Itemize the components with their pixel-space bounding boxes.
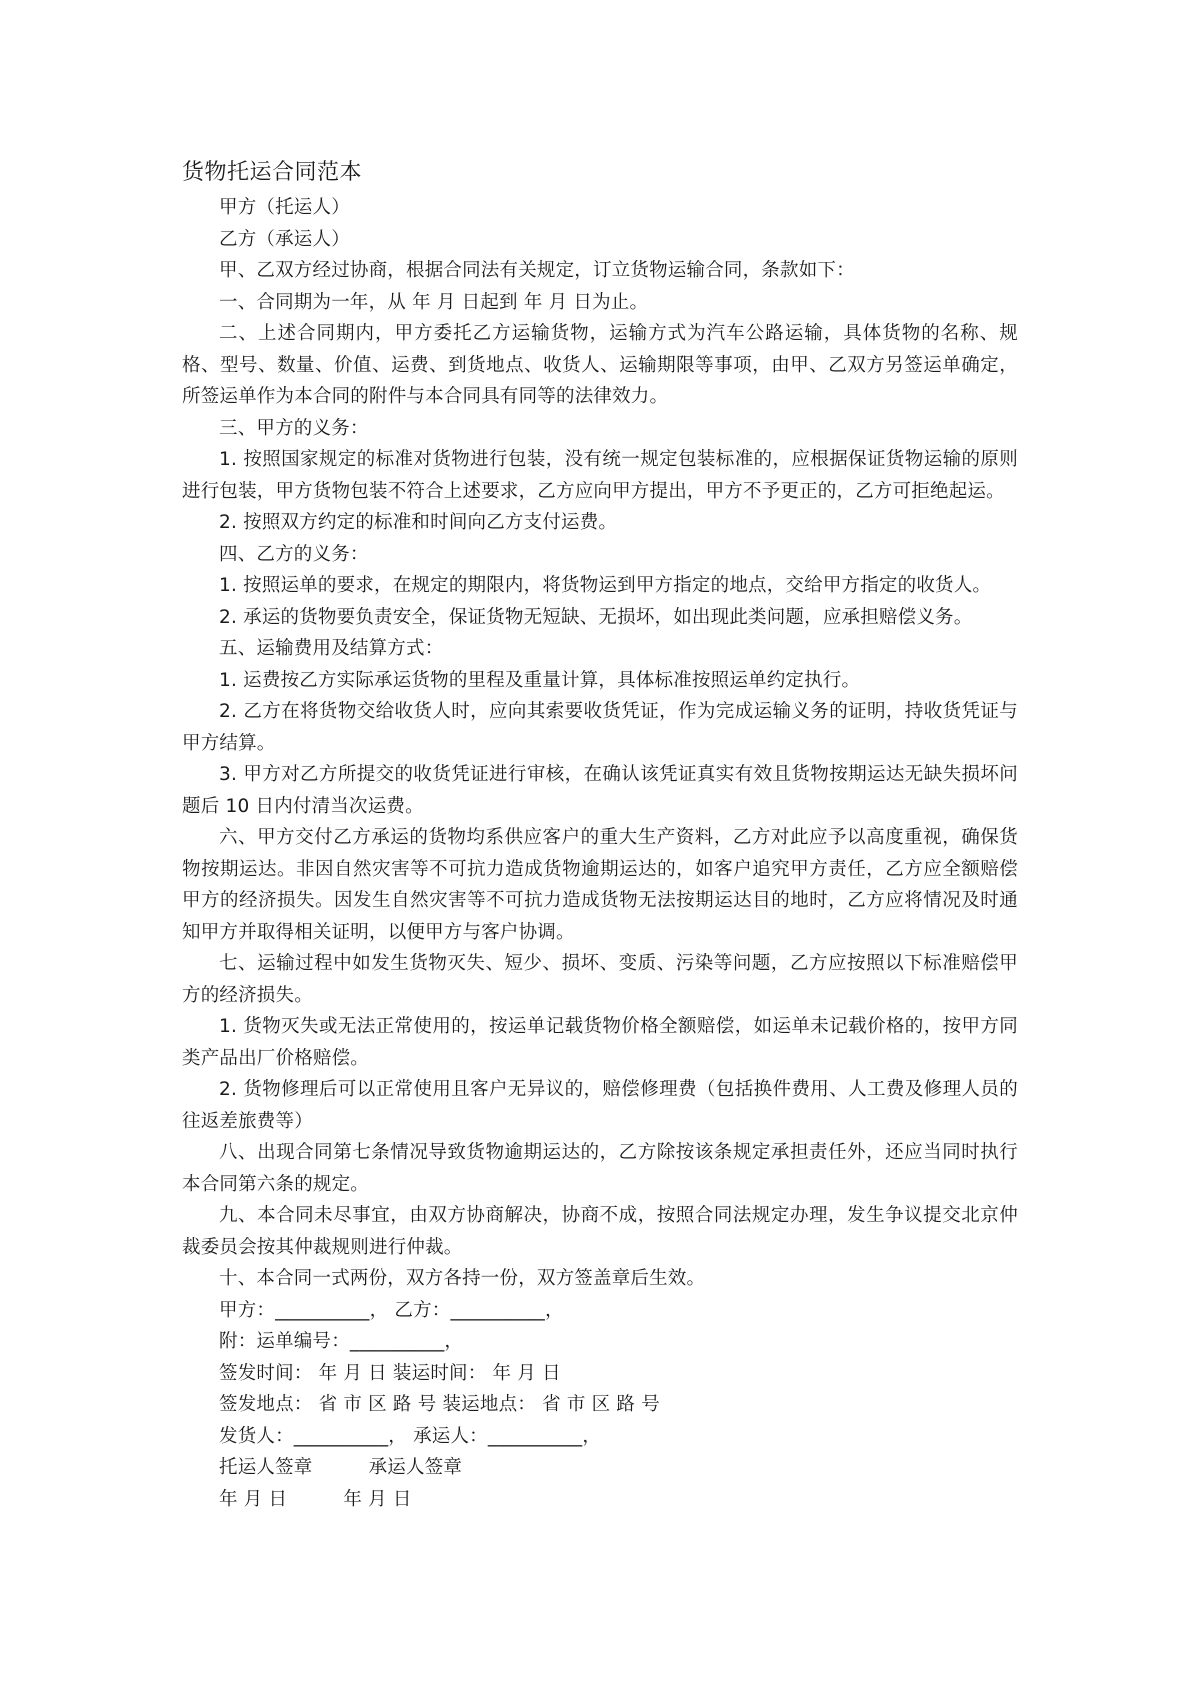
party-b-line: 乙方（承运人）	[219, 228, 350, 250]
seal-line: 托运人签章 承运人签章	[219, 1457, 463, 1478]
issue-place-line: 签发地点： 省 市 区 路 号 装运地点： 省 市 区 路 号	[219, 1394, 660, 1415]
document-page	[182, 156, 1018, 1515]
document-body	[182, 192, 1018, 1515]
clause-6-paragraph: 六、甲方交付乙方承运的货物均系供应客户的重大生产资料，乙方对此应予以高度重视，确保货物按期运达。非因自然灾害等不可抗力造成货物逾期运达的，如客户追究甲方责任，乙方应全额赔偿甲方的经济损失。因发生自然灾害等不可抗力造成货物无法按期运达目的地时，乙方应将情况及时通知甲方并取得相关证明，以便甲方与客户协调。	[182, 827, 1018, 943]
clause-5-item-2: 2. 乙方在将货物交给收货人时，应向其索要收货凭证，作为完成运输义务的证明，持收货凭证与甲方结算。	[182, 701, 1018, 754]
preamble-paragraph: 甲、乙双方经过协商，根据合同法有关规定，订立货物运输合同，条款如下：	[219, 260, 855, 281]
clause-7-item-1: 1. 货物灭失或无法正常使用的，按运单记载货物价格全额赔偿，如运单未记载价格的，按甲方同类产品出厂价格赔偿。	[182, 1016, 1018, 1069]
clause-5-item-1: 1. 运费按乙方实际承运货物的里程及重量计算，具体标准按照运单约定执行。	[219, 669, 861, 691]
clause-4-item-2: 2. 承运的货物要负责安全，保证货物无短缺、无损坏，如出现此类问题，应承担赔偿义务。	[219, 606, 973, 628]
clause-2-paragraph: 二、上述合同期内，甲方委托乙方运输货物，运输方式为汽车公路运输，具体货物的名称、规格、型号、数量、价值、运费、到货地点、收货人、运输期限等事项，由甲、乙双方另签运单确定，所签运单作为本合同的附件与本合同具有同等的法律效力。	[182, 323, 1018, 407]
shipper-carrier-line: 发货人：__________， 承运人：__________，	[219, 1425, 602, 1447]
party-a-line: 甲方（托运人）	[219, 197, 350, 218]
clause-7-item-2: 2. 货物修理后可以正常使用且客户无异议的，赔偿修理费（包括换件费用、人工费及修理人员的往返差旅费等）	[182, 1079, 1018, 1132]
waybill-number-line: 附：运单编号：__________，	[219, 1331, 464, 1352]
clause-8-paragraph: 八、出现合同第七条情况导致货物逾期运达的，乙方除按该条规定承担责任外，还应当同时执行本合同第六条的规定。	[182, 1142, 1018, 1195]
signature-parties-line: 甲方：__________， 乙方：__________，	[219, 1299, 564, 1321]
clause-9-paragraph: 九、本合同未尽事宜，由双方协商解决，协商不成，按照合同法规定办理，发生争议提交北京仲裁委员会按其仲裁规则进行仲裁。	[182, 1205, 1018, 1258]
issue-time-line: 签发时间： 年 月 日 装运时间： 年 月 日	[219, 1362, 561, 1384]
clause-3-item-1: 1. 按照国家规定的标准对货物进行包装，没有统一规定包装标准的，应根据保证货物运输的原则进行包装，甲方货物包装不符合上述要求，乙方应向甲方提出，甲方不予更正的，乙方可拒绝起运。	[182, 449, 1018, 502]
document-title: 货物托运合同范本	[182, 160, 363, 185]
clause-7-paragraph: 七、运输过程中如发生货物灭失、短少、损坏、变质、污染等问题，乙方应按照以下标准赔偿甲方的经济损失。	[182, 953, 1018, 1006]
clause-4-item-1: 1. 按照运单的要求，在规定的期限内，将货物运到甲方指定的地点，交给甲方指定的收货人。	[219, 575, 992, 596]
clause-1-paragraph: 一、合同期为一年，从 年 月 日起到 年 月 日为止。	[219, 291, 649, 313]
clause-10-paragraph: 十、本合同一式两份，双方各持一份，双方签盖章后生效。	[219, 1268, 706, 1289]
clause-5-item-3: 3. 甲方对乙方所提交的收货凭证进行审核，在确认该凭证真实有效且货物按期运达无缺失损坏问题后 10 日内付清当次运费。	[182, 764, 1018, 817]
clause-3-item-2: 2. 按照双方约定的标准和时间向乙方支付运费。	[219, 512, 618, 533]
clause-5-heading: 五、运输费用及结算方式：	[219, 638, 444, 659]
clause-4-heading: 四、乙方的义务：	[219, 543, 369, 565]
clause-3-heading: 三、甲方的义务：	[219, 417, 369, 439]
date-line: 年 月 日 年 月 日	[219, 1488, 412, 1510]
